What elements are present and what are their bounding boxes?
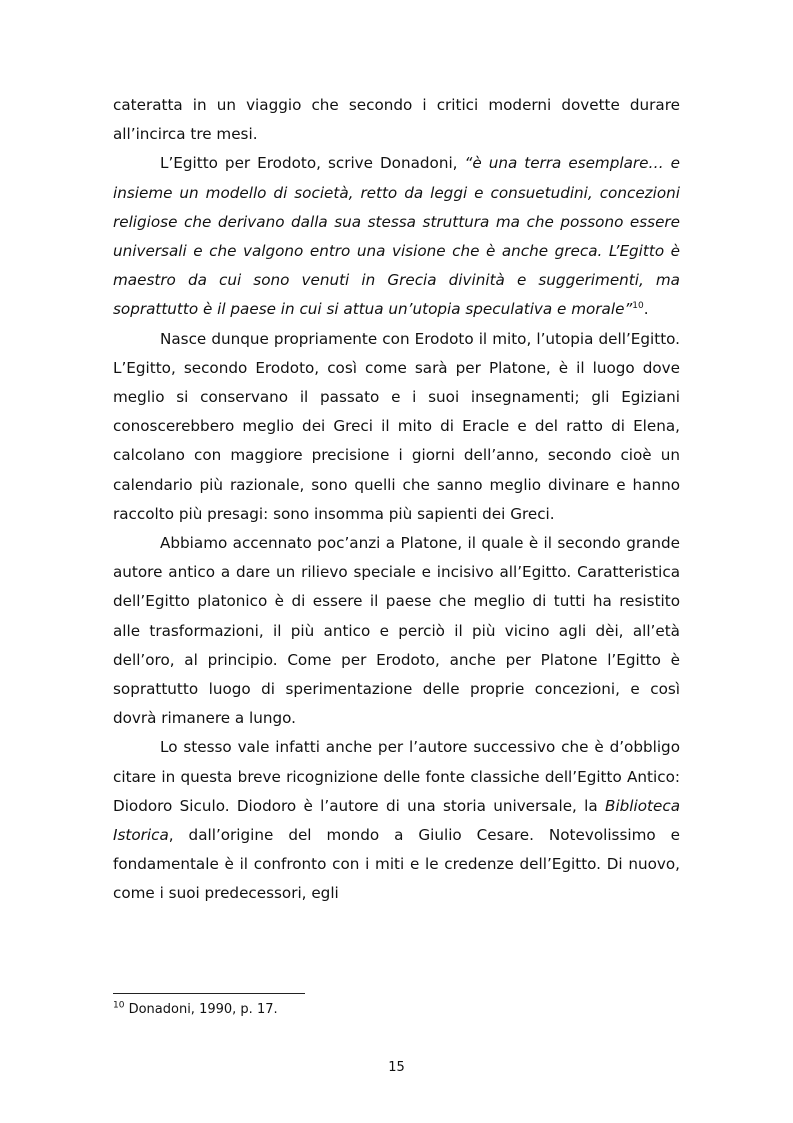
paragraph-3: Nasce dunque propriamente con Erodoto il mito, l’utopia dell’Egitto. L’Egitto, secondo Erodoto, così come sarà per Platone, è il luogo dove meglio si conservano il passato e i suoi insegnamenti; gli Egiziani conoscerebbero meglio dei Greci il mito di Eracle e del ratto di Elena, calcolano con maggiore precisione i giorni dell’anno, secondo cioè un calendario più razionale, sono quelli che sanno meglio divinare e hanno raccolto più presagi: sono insomma più sapienti dei Greci. (113, 329, 680, 523)
paragraph-5-part-a: Lo stesso vale infatti anche per l’autore successivo che è d’obbligo citare in questa breve ricognizione delle fonte classiche dell’Egitto Antico: Diodoro Siculo. Diodoro è l’autore di una storia universale, la (113, 738, 680, 815)
paragraph-1: cateratta in un viaggio che secondo i critici moderni dovette durare all’incirca tre mesi. (113, 96, 680, 144)
book-title: Biblioteca Istorica (113, 796, 680, 845)
footnote-reference[interactable]: 10 (632, 301, 644, 312)
footnote-text: Donadoni, 1990, p. 17. (124, 1002, 278, 1017)
paragraph-2-intro: L’Egitto per Erodoto, scrive Donadoni, (160, 154, 465, 173)
donadoni-quote: “è una terra esemplare… e insieme un modello di società, retto da leggi e consuetudini, concezioni religiose che derivano dalla sua stessa struttura ma che possono essere universali e che valgono entro una visione che è anche greca. L’Egitto è maestro da cui sono venuti in Grecia divinità e suggerimenti, ma soprattutto è il paese in cui si attua un’utopia speculativa e morale” (113, 154, 680, 319)
page-number: 15 (388, 1060, 405, 1075)
paragraph-4: Abbiamo accennato poc’anzi a Platone, il quale è il secondo grande autore antico a dare un rilievo speciale e incisivo all’Egitto. Caratteristica dell’Egitto platonico è di essere il paese che meglio di tutti ha resistito alle trasformazioni, il più antico e perciò il più vicino agli dèi, all’età dell’oro, al principio. Come per Erodoto, anche per Platone l’Egitto è soprattutto luogo di sperimentazione delle proprie concezioni, e così dovrà rimanere a lungo. (113, 534, 680, 728)
paragraph-2 (113, 149, 680, 324)
footnote (113, 1000, 680, 1020)
footnote-divider (113, 993, 305, 994)
paragraph-5-part-b: , dall’origine del mondo a Giulio Cesare. Notevolissimo e fondamentale è il confronto con i miti e le credenze dell’Egitto. Di nuovo, come i suoi predecessori, egli (113, 826, 680, 903)
paragraph-2-end: . (643, 300, 649, 319)
footnote-number: 10 (113, 1000, 125, 1011)
paragraph-5 (113, 733, 680, 908)
body-text (113, 91, 680, 909)
